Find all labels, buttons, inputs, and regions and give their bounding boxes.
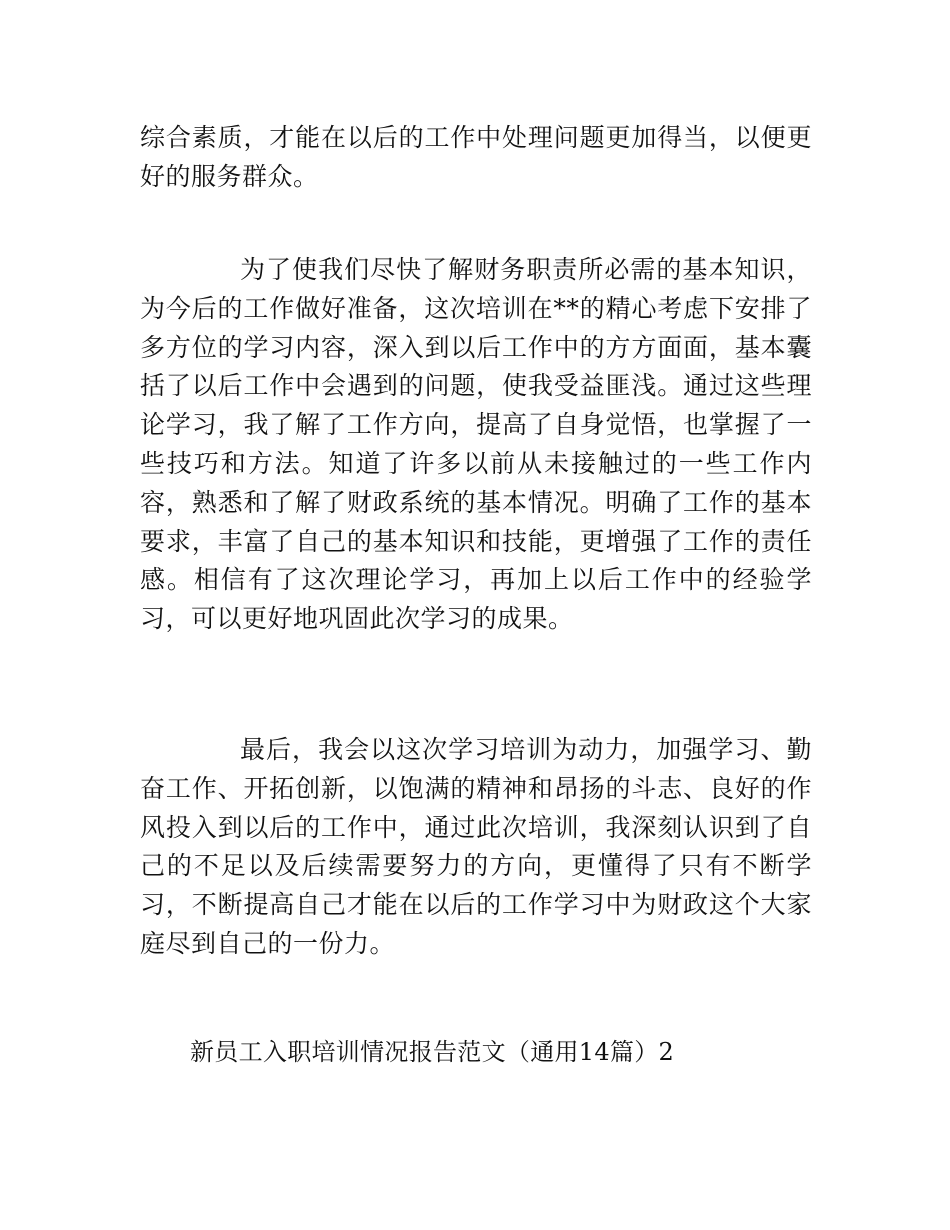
section-heading: 新员工入职培训情况报告范文（通用14篇）2 bbox=[190, 1038, 675, 1066]
paragraph-training-content: 为了使我们尽快了解财务职责所必需的基本知识，为今后的工作做好准备，这次培训在**的精心考虑下安排了多方位的学习内容，深入到以后工作中的方方面面，基本囊括了以后工作中会遇到的问题，使我受益匪浅。通过这些理论学习，我了解了工作方向，提高了自身觉悟，也掌握了一些技巧和方法。知道了许多以前从未接触过的一些工作内容，熟悉和了解了财政系统的基本情况。明确了工作的基本要求，丰富了自己的基本知识和技能，更增强了工作的责任感。相信有了这次理论学习，再加上以后工作中的经验学习，可以更好地巩固此次学习的成果。 bbox=[140, 255, 812, 634]
paragraph-continuation: 综合素质，才能在以后的工作中处理问题更加得当，以便更好的服务群众。 bbox=[140, 123, 812, 191]
paragraph-conclusion: 最后，我会以这次学习培训为动力，加强学习、勤奋工作、开拓创新，以饱满的精神和昂扬的斗志、良好的作风投入到以后的工作中，通过此次培训，我深刻认识到了自己的不足以及后续需要努力的方向，更懂得了只有不断学习，不断提高自己才能在以后的工作学习中为财政这个大家庭尽到自己的一份力。 bbox=[140, 735, 812, 958]
